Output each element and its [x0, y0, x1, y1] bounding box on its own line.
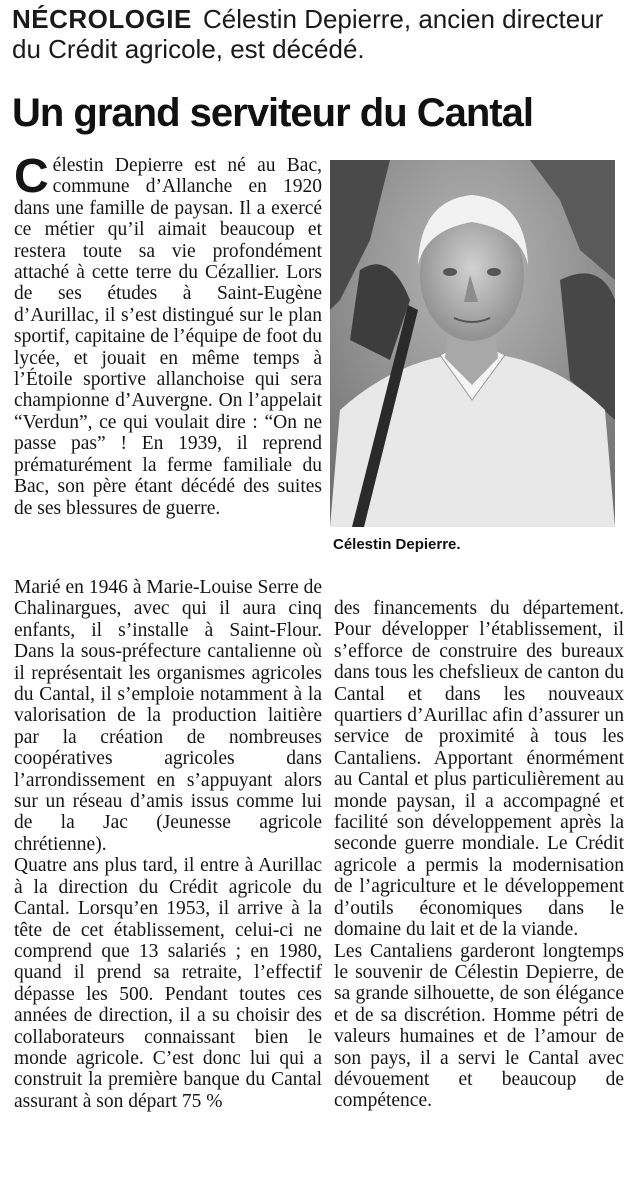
- paragraph-4: des financements du département. Pour développer l’établissement, il s’efforce de construire des bureaux dans tous les chefslieux de canton du Cantal et dans les nouveaux quartiers d’Aurillac afin d’assurer un service de proximité à tous les Cantaliens. Apportant énormément au Cantal et plus particulièrement au monde paysan, il a accompagné et facilité son développement après la seconde guerre mondiale. Le Crédit agricole a permis la modernisation de l’agriculture et le développement d’outils économiques dans le domaine du lait et de la viande.: [334, 598, 624, 941]
- kicker-text: Célestin Depierre, ancien directeur du Crédit agricole, est décédé.: [12, 4, 604, 64]
- article-column-1-top: [14, 150, 322, 519]
- article-kicker: [12, 4, 622, 64]
- drop-cap: C: [14, 150, 49, 203]
- portrait-photo: [330, 160, 615, 527]
- article-column-2: [334, 598, 624, 1112]
- headline: Un grand serviteur du Cantal: [12, 91, 533, 135]
- paragraph-3: Quatre ans plus tard, il entre à Aurillac à la direction du Crédit agricole du Cantal. Lorsqu’en 1953, il arrive à la tête de cet établissement, celui-ci ne comprend que 13 salariés ; en 1980, quand il prend sa retraite, l’effectif dépasse les 500. Pendant toutes ces années de direction, il a su choisir des collaborateurs connaissant bien le monde agricole. C’est donc lui qui a construit la première banque du Cantal assurant à son départ 75 %: [14, 855, 322, 1112]
- portrait-illustration: [330, 160, 615, 527]
- paragraph-5: Les Cantaliens garderont longtemps le souvenir de Célestin Depierre, de sa grande silhouette, de son élégance et de sa discrétion. Homme pétri de valeurs humaines et de l’amour de son pays, il a servi le Cantal avec dévouement et beaucoup de compétence.: [334, 940, 624, 1112]
- paragraph-1-text: élestin Depierre est né au Bac, commune d’Allanche en 1920 dans une famille de paysan. Il a exercé ce métier qu’il aimait beaucoup et restera toute sa vie profondément attaché à cette terre du Cézallier. Lors de ses études à Saint-Eugène d’Aurillac, il s’est distingué sur le plan sportif, capitaine de l’équipe de foot du lycée, et jouait en même temps à l’Étoile sportive allanchoise qui sera championne d’Auvergne. On l’appelait “Verdun”, ce qui voulait dire : “On ne passe pas” ! En 1939, il reprend prématurément la ferme familiale du Bac, son père étant décédé des suites de ses blessures de guerre.: [14, 155, 322, 519]
- rubric-label: NÉCROLOGIE: [12, 4, 192, 34]
- photo-caption: Célestin Depierre.: [333, 536, 461, 553]
- paragraph-2: Marié en 1946 à Marie-Louise Serre de Chalinargues, avec qui il aura cinq enfants, il s’installe à Saint-Flour. Dans la sous-préfecture cantalienne où il représentait les organismes agricoles du Cantal, il s’emploie notamment à la valorisation de la production laitière par la création de nombreuses coopératives agricoles dans l’arrondissement en s’appuyant alors sur un réseau d’amis issus comme lui de la Jac (Jeunesse agricole chrétienne).: [14, 577, 322, 855]
- article-column-1-bottom: [14, 577, 322, 1112]
- paragraph-1: [14, 150, 322, 519]
